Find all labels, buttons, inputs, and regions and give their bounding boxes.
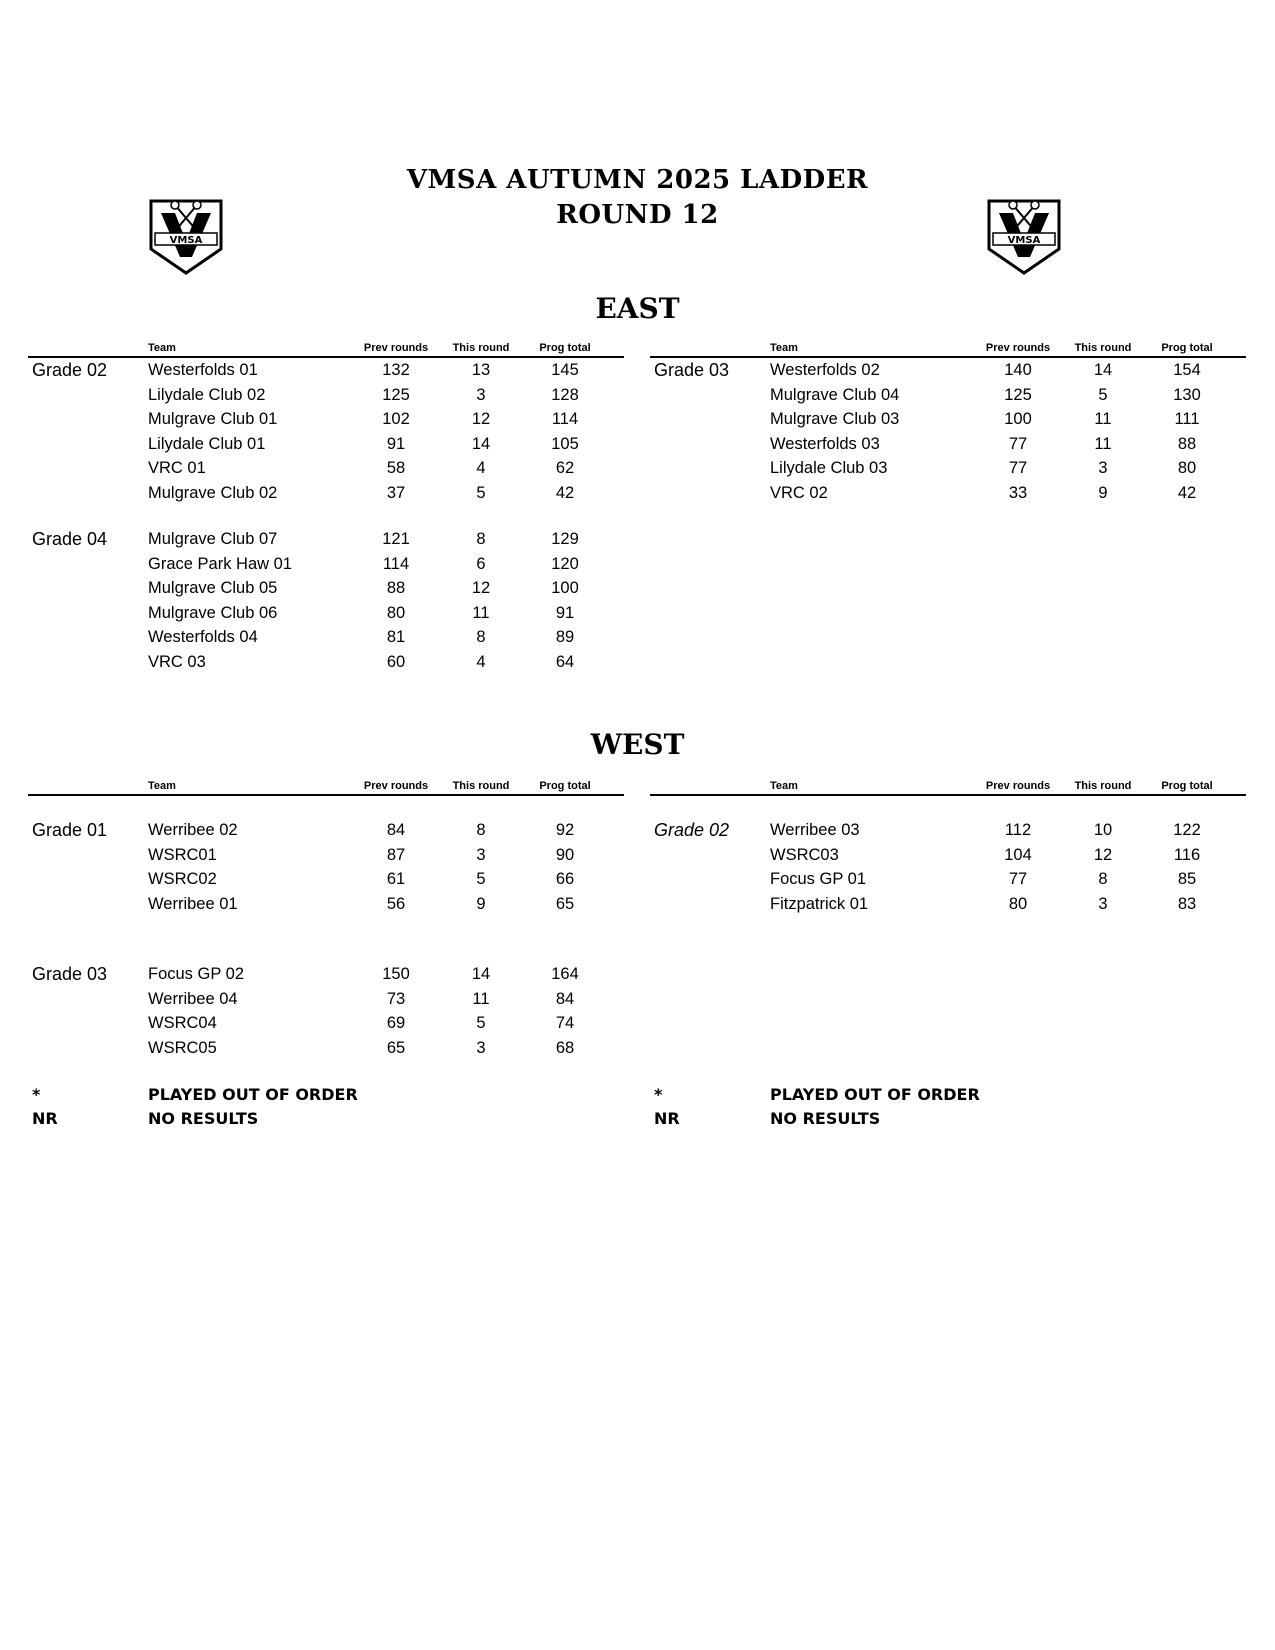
table-row [650,383,1246,408]
cell-prev: 65 [386,1038,406,1057]
cell-prog: 89 [555,628,575,646]
cell-team: Grace Park Haw 01 [148,554,292,573]
cell-this: 9 [476,894,486,913]
cell-prog: 68 [555,1038,575,1057]
table-row [28,432,624,457]
table-row [650,843,1246,868]
cell-this: 5 [476,483,486,502]
table-row [28,962,624,987]
cell-prog: 122 [1173,821,1201,839]
col-prog: Prog total [539,780,591,792]
east-left-panel [28,338,624,674]
cell-prev: 77 [1008,434,1028,453]
vmsa-logo-left [145,195,227,277]
cell-this: 8 [476,821,486,839]
cell-team: Mulgrave Club 01 [148,410,278,428]
cell-prev: 91 [386,434,406,453]
east-right-panel [650,338,1246,505]
cell-prog: 88 [1177,434,1197,453]
table-row [650,407,1246,432]
cell-prev: 104 [1004,845,1032,864]
table-header [650,338,1246,358]
cell-team: Westerfolds 04 [148,628,258,646]
cell-this: 8 [1098,870,1108,888]
cell-this: 5 [476,1014,486,1032]
cell-this: 5 [476,870,486,888]
cell-team: Werribee 04 [148,989,238,1008]
cell-this: 14 [471,965,491,983]
grade-label: Grade 01 [32,820,108,840]
cell-prog: 83 [1177,894,1197,913]
table-row [28,1011,624,1036]
legend-row [650,1083,1246,1107]
cell-this: 12 [471,410,491,428]
cell-prog: 80 [1177,459,1197,477]
cell-prog: 85 [1177,870,1197,888]
col-team: Team [148,780,176,792]
cell-this: 3 [1098,459,1108,477]
cell-prev: 58 [386,459,406,477]
table-row [650,358,1246,383]
cell-team: Lilydale Club 01 [148,434,266,453]
grade-label: Grade 03 [32,964,108,984]
cell-prog: 145 [551,361,579,379]
cell-prog: 91 [555,603,575,622]
cell-team: WSRC04 [148,1014,217,1032]
legend-row [28,1107,624,1131]
cell-this: 12 [471,579,491,597]
cell-prev: 77 [1008,870,1028,888]
table-row [28,892,624,917]
cell-this: 11 [1094,410,1112,428]
cell-this: 14 [471,434,491,453]
table-header [28,776,624,796]
table-row [28,576,624,601]
cell-team: Werribee 03 [770,821,860,839]
legend-text: PLAYED OUT OF ORDER [770,1085,980,1104]
cell-prog: 164 [551,965,579,983]
cell-this: 4 [476,459,486,477]
cell-prev: 77 [1008,459,1028,477]
cell-this: 13 [471,361,491,379]
table-row [650,456,1246,481]
cell-prev: 87 [386,845,406,864]
cell-team: Focus GP 02 [148,965,244,983]
table-row [28,358,624,383]
table-row [28,527,624,552]
col-prog: Prog total [1161,780,1213,792]
logo-text: VMSA [169,235,203,246]
cell-prog: 114 [551,410,579,428]
table-header [650,776,1246,796]
cell-prog: 90 [555,845,575,864]
cell-team: WSRC05 [148,1038,217,1057]
cell-this: 6 [476,554,486,573]
legend-symbol: * [32,1085,41,1104]
cell-prev: 150 [382,965,410,983]
cell-this: 11 [472,989,490,1008]
cell-team: Westerfolds 03 [770,434,880,453]
grade-label: Grade 02 [654,820,730,840]
cell-prog: 116 [1173,845,1201,864]
table-row [28,601,624,626]
cell-prog: 128 [551,385,579,404]
cell-prev: 61 [386,870,406,888]
cell-prev: 81 [386,628,406,646]
legend-row [28,1083,624,1107]
cell-prev: 112 [1004,821,1032,839]
cell-prev: 73 [386,989,406,1008]
cell-team: Lilydale Club 03 [770,459,888,477]
legend-left [28,1083,624,1131]
cell-prog: 42 [555,483,575,502]
cell-prog: 105 [551,434,579,453]
cell-this: 3 [476,845,486,864]
cell-team: VRC 03 [148,652,206,671]
cell-team: Mulgrave Club 05 [148,579,278,597]
cell-prev: 140 [1004,361,1032,379]
grade-group [28,818,624,916]
section-title-east: EAST [595,292,680,325]
cell-prog: 42 [1177,483,1197,502]
cell-prev: 56 [386,894,406,913]
table-row [650,818,1246,843]
cell-team: Lilydale Club 02 [148,385,266,404]
vmsa-logo-right [983,195,1065,277]
col-this: This round [452,780,510,792]
cell-prev: 114 [382,554,410,573]
cell-prog: 64 [555,652,575,671]
cell-team: Focus GP 01 [770,870,866,888]
cell-prev: 121 [382,530,410,548]
cell-this: 9 [1098,483,1108,502]
cell-team: WSRC01 [148,845,217,864]
west-left-panel [28,776,624,1060]
col-team: Team [770,780,798,792]
table-row [650,432,1246,457]
cell-prev: 84 [386,821,406,839]
cell-this: 3 [1098,894,1108,913]
cell-team: VRC 01 [148,459,206,477]
cell-team: VRC 02 [770,483,828,502]
cell-prev: 80 [1008,894,1028,913]
cell-prog: 65 [555,894,575,913]
legend-symbol: NR [32,1109,58,1128]
cell-prev: 100 [1004,410,1032,428]
cell-team: Mulgrave Club 03 [770,410,900,428]
cell-this: 14 [1093,361,1113,379]
cell-team: WSRC03 [770,845,839,864]
cell-this: 5 [1098,385,1108,404]
grade-group [650,818,1246,916]
cell-this: 8 [476,530,486,548]
cell-prev: 125 [1004,385,1032,404]
cell-this: 3 [476,385,486,404]
cell-prog: 92 [555,821,575,839]
cell-prog: 100 [551,579,579,597]
table-row [28,552,624,577]
grade-label: Grade 03 [654,360,730,380]
table-row [650,892,1246,917]
cell-prog: 62 [555,459,575,477]
cell-team: WSRC02 [148,870,217,888]
legend-symbol: * [654,1085,663,1104]
table-header [28,338,624,358]
cell-this: 12 [1093,845,1113,864]
page-title-line2: ROUND 12 [556,200,719,230]
table-row [650,481,1246,506]
cell-prog: 74 [555,1014,575,1032]
cell-prev: 37 [386,483,406,502]
cell-this: 3 [476,1038,486,1057]
col-prev: Prev rounds [985,342,1051,354]
page-title-line1: VMSA AUTUMN 2025 LADDER [406,165,869,195]
cell-team: Werribee 01 [148,894,238,913]
cell-prev: 33 [1008,483,1028,502]
cell-team: Mulgrave Club 06 [148,603,278,622]
col-this: This round [1074,342,1132,354]
cell-prog: 129 [551,530,579,548]
section-title-west: WEST [590,728,685,761]
cell-prev: 102 [382,410,410,428]
col-prev: Prev rounds [985,780,1051,792]
legend-text: NO RESULTS [148,1109,259,1128]
col-prog: Prog total [539,342,591,354]
table-row [28,456,624,481]
table-row [28,818,624,843]
cell-this: 11 [1094,434,1112,453]
col-team: Team [770,342,798,354]
cell-team: Mulgrave Club 04 [770,385,900,404]
table-row [28,650,624,675]
cell-prog: 130 [1173,385,1201,404]
table-row [650,867,1246,892]
cell-team: Westerfolds 02 [770,361,880,379]
table-row [28,407,624,432]
table-row [28,867,624,892]
logo-text: VMSA [1007,235,1041,246]
grade-group [28,962,624,1060]
grade-group [650,358,1246,505]
col-this: This round [1074,780,1132,792]
cell-prev: 125 [382,385,410,404]
table-row [28,625,624,650]
table-row [28,383,624,408]
cell-prev: 132 [382,361,410,379]
cell-this: 11 [472,603,490,622]
cell-prog: 84 [555,989,575,1008]
col-prev: Prev rounds [363,780,429,792]
cell-team: Mulgrave Club 07 [148,530,278,548]
cell-this: 4 [476,652,486,671]
cell-prog: 120 [551,554,579,573]
legend-symbol: NR [654,1109,680,1128]
table-row [28,1036,624,1061]
col-prev: Prev rounds [363,342,429,354]
cell-team: Fitzpatrick 01 [770,894,869,913]
cell-team: Werribee 02 [148,821,238,839]
cell-prog: 111 [1174,410,1200,428]
cell-this: 8 [476,628,486,646]
west-right-panel [650,776,1246,916]
col-team: Team [148,342,176,354]
grade-group [28,358,624,505]
legend-text: PLAYED OUT OF ORDER [148,1085,358,1104]
table-row [28,987,624,1012]
table-row [28,843,624,868]
cell-prog: 66 [555,870,575,888]
cell-prog: 154 [1173,361,1201,379]
cell-this: 10 [1093,821,1113,839]
cell-prev: 60 [386,652,406,671]
grade-group [28,527,624,674]
cell-prev: 88 [386,579,406,597]
grade-label: Grade 02 [32,360,108,380]
cell-team: Westerfolds 01 [148,361,258,379]
col-prog: Prog total [1161,342,1213,354]
cell-team: Mulgrave Club 02 [148,483,278,502]
legend-right [650,1083,1246,1131]
grade-label: Grade 04 [32,529,108,549]
cell-prev: 69 [386,1014,406,1032]
legend-text: NO RESULTS [770,1109,881,1128]
table-row [28,481,624,506]
col-this: This round [452,342,510,354]
cell-prev: 80 [386,603,406,622]
legend-row [650,1107,1246,1131]
